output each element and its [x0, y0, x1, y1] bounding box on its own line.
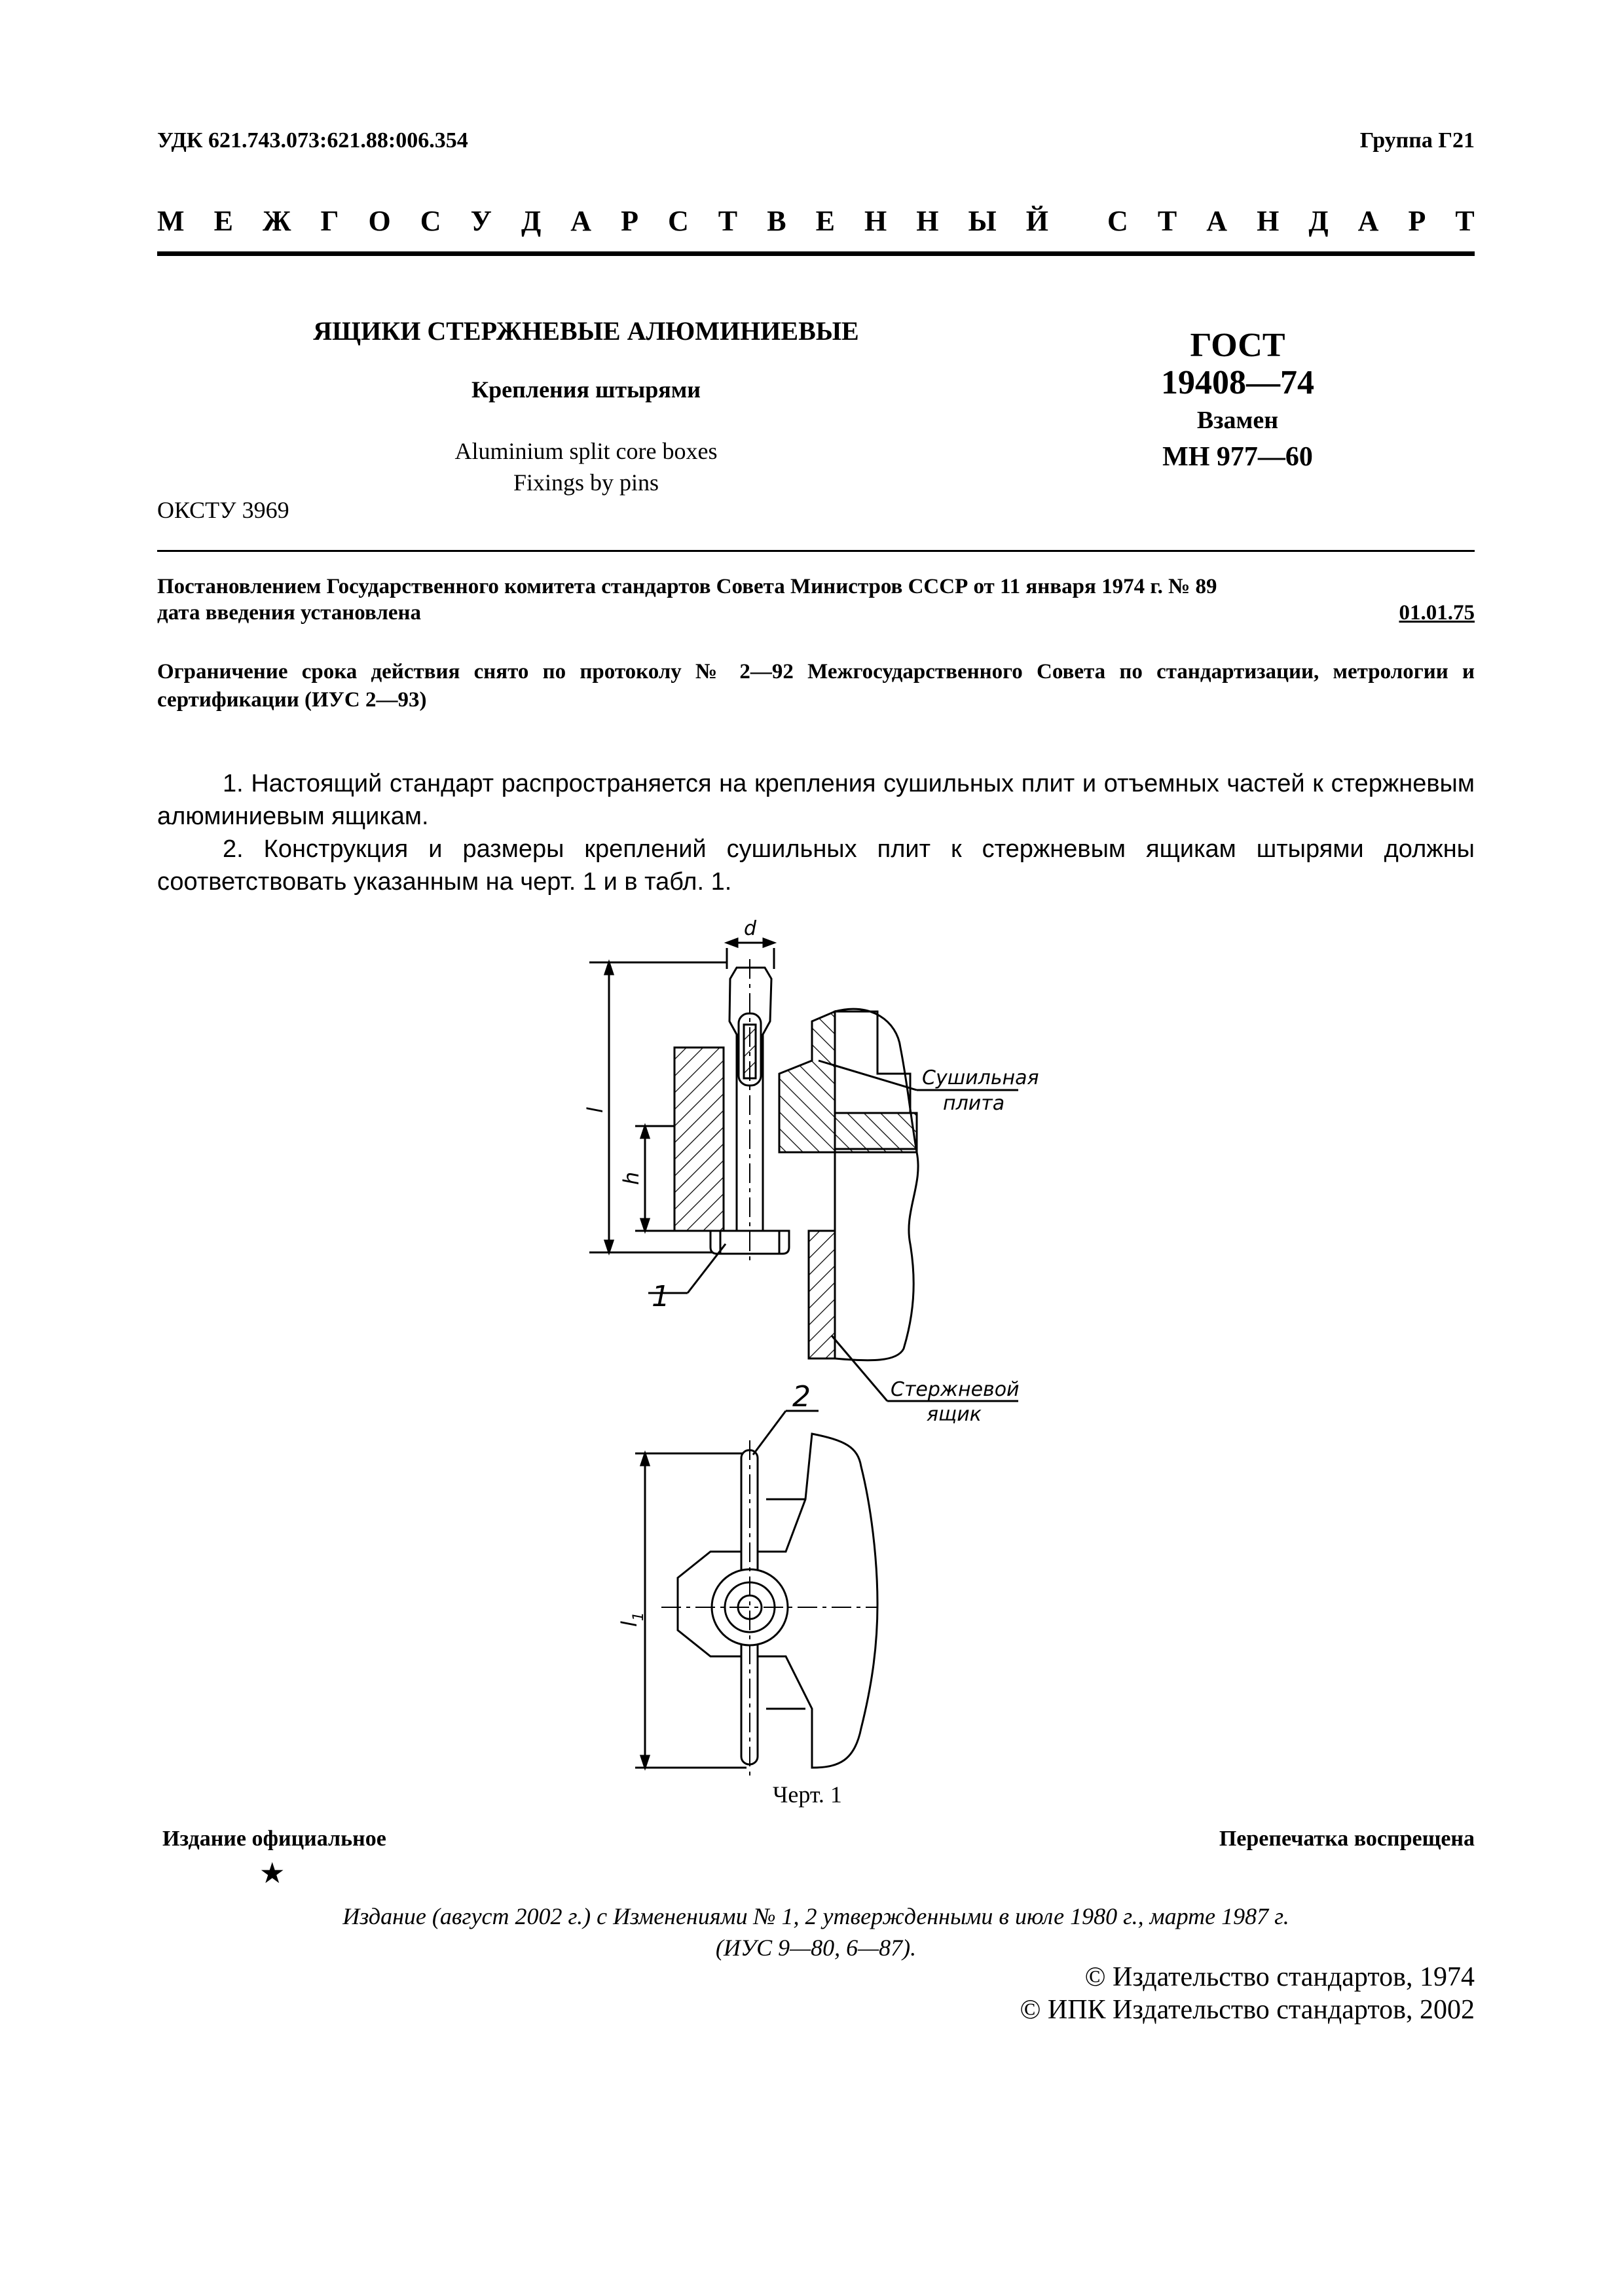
banner-letter: Е	[213, 205, 233, 237]
plan-view	[635, 1411, 877, 1781]
gost-number: 19408—74	[1161, 364, 1314, 401]
gost-label: ГОСТ	[1190, 327, 1285, 364]
banner-letter: А	[570, 205, 592, 237]
banner-letter: Р	[1408, 205, 1426, 237]
banner-letter: Н	[916, 205, 939, 237]
intro-date-label: дата введения установлена	[157, 601, 422, 625]
title-english-line-1: Aluminium split core boxes	[454, 438, 718, 464]
section-view	[589, 939, 1018, 1401]
copyright-2: © ИПК Издательство стандартов, 2002	[1020, 1995, 1475, 2025]
banner-letter: О	[368, 205, 391, 237]
banner-letter: А	[1357, 205, 1379, 237]
banner-letter: Т	[1157, 205, 1177, 237]
label-core-box-line-2: ящик	[927, 1403, 982, 1426]
banner-letter: Т	[1455, 205, 1475, 237]
banner-letter: Н	[1257, 205, 1280, 237]
star-icon: ★	[259, 1857, 286, 1889]
banner-letter: А	[1206, 205, 1228, 237]
document-title: ЯЩИКИ СТЕРЖНЕВЫЕ АЛЮМИНИЕВЫЕ	[313, 316, 859, 346]
document-subtitle: Крепления штырями	[471, 376, 701, 403]
banner-letter: Д	[521, 205, 542, 237]
decree-text: Постановлением Государственного комитета стандартов Совета Министров СССР от 11 января 1974 г. № 89	[157, 575, 1217, 598]
banner-letter: У	[470, 205, 492, 237]
dim-label-d: d	[744, 917, 757, 940]
banner-letter: В	[767, 205, 786, 237]
callout-2: 2	[792, 1380, 811, 1413]
banner-letter: Р	[621, 205, 638, 237]
copyright-1: © Издательство стандартов, 1974	[1084, 1962, 1475, 1992]
callout-1: 1	[652, 1280, 670, 1313]
banner-letter: М	[157, 205, 185, 237]
figure-caption: Черт. 1	[773, 1781, 842, 1808]
edition-note-line-1: Издание (август 2002 г.) с Изменениями № 1, 2 утвержденными в июле 1980 г., марте 1987 г.	[342, 1903, 1289, 1929]
banner-letter: Г	[320, 205, 339, 237]
banner-letter: Д	[1308, 205, 1329, 237]
reprint-prohibited: Перепечатка воспрещена	[1219, 1827, 1475, 1851]
dim-label-l1: $l_1$	[617, 1612, 647, 1627]
banner-letter: С	[1107, 205, 1128, 237]
title-english-line-2: Fixings by pins	[513, 469, 659, 496]
edition-note-line-2: (ИУС 9—80, 6—87).	[715, 1935, 917, 1961]
dim-label-l: l	[583, 1107, 608, 1113]
banner-letter: Е	[815, 205, 835, 237]
replaces-label: Взамен	[1196, 407, 1279, 434]
paragraph-2: 2. Конструкция и размеры креплений сушильных плит к стержневым ящикам штырями должны соответствовать указанным на черт. 1 и в табл. 1.	[157, 835, 1475, 896]
paragraph-1: 1. Настоящий стандарт распространяется на крепления сушильных плит и отъемных частей к стержневым алюминиевым ящикам.	[157, 770, 1475, 830]
banner-letter: Ы	[968, 205, 997, 237]
replaces-number: МН 977—60	[1162, 442, 1313, 472]
label-core-box-line-1: Стержневой	[891, 1378, 1020, 1401]
banner-letter: С	[420, 205, 441, 237]
udc-code: УДК 621.743.073:621.88:006.354	[157, 128, 468, 153]
banner-letter: С	[667, 205, 689, 237]
official-edition: Издание официальное	[162, 1827, 386, 1851]
banner-letter: Ж	[262, 205, 291, 237]
label-drying-plate-line-2: плита	[943, 1092, 1005, 1115]
dim-label-h: h	[619, 1171, 644, 1185]
banner-letter: Т	[718, 205, 738, 237]
intro-date: 01.01.75	[1399, 601, 1475, 625]
group-code: Группа Г21	[1359, 128, 1475, 153]
banner-letter: Н	[864, 205, 887, 237]
banner-letter: Й	[1025, 205, 1048, 237]
limitation-note: Ограничение срока действия снято по протоколу № 2—92 Межгосударственного Совета по стандартизации, метрологии и сертификации (ИУС 2—93)	[157, 660, 1475, 712]
label-drying-plate-line-1: Сушильная	[922, 1066, 1039, 1089]
okstu-code: ОКСТУ 3969	[157, 497, 289, 523]
